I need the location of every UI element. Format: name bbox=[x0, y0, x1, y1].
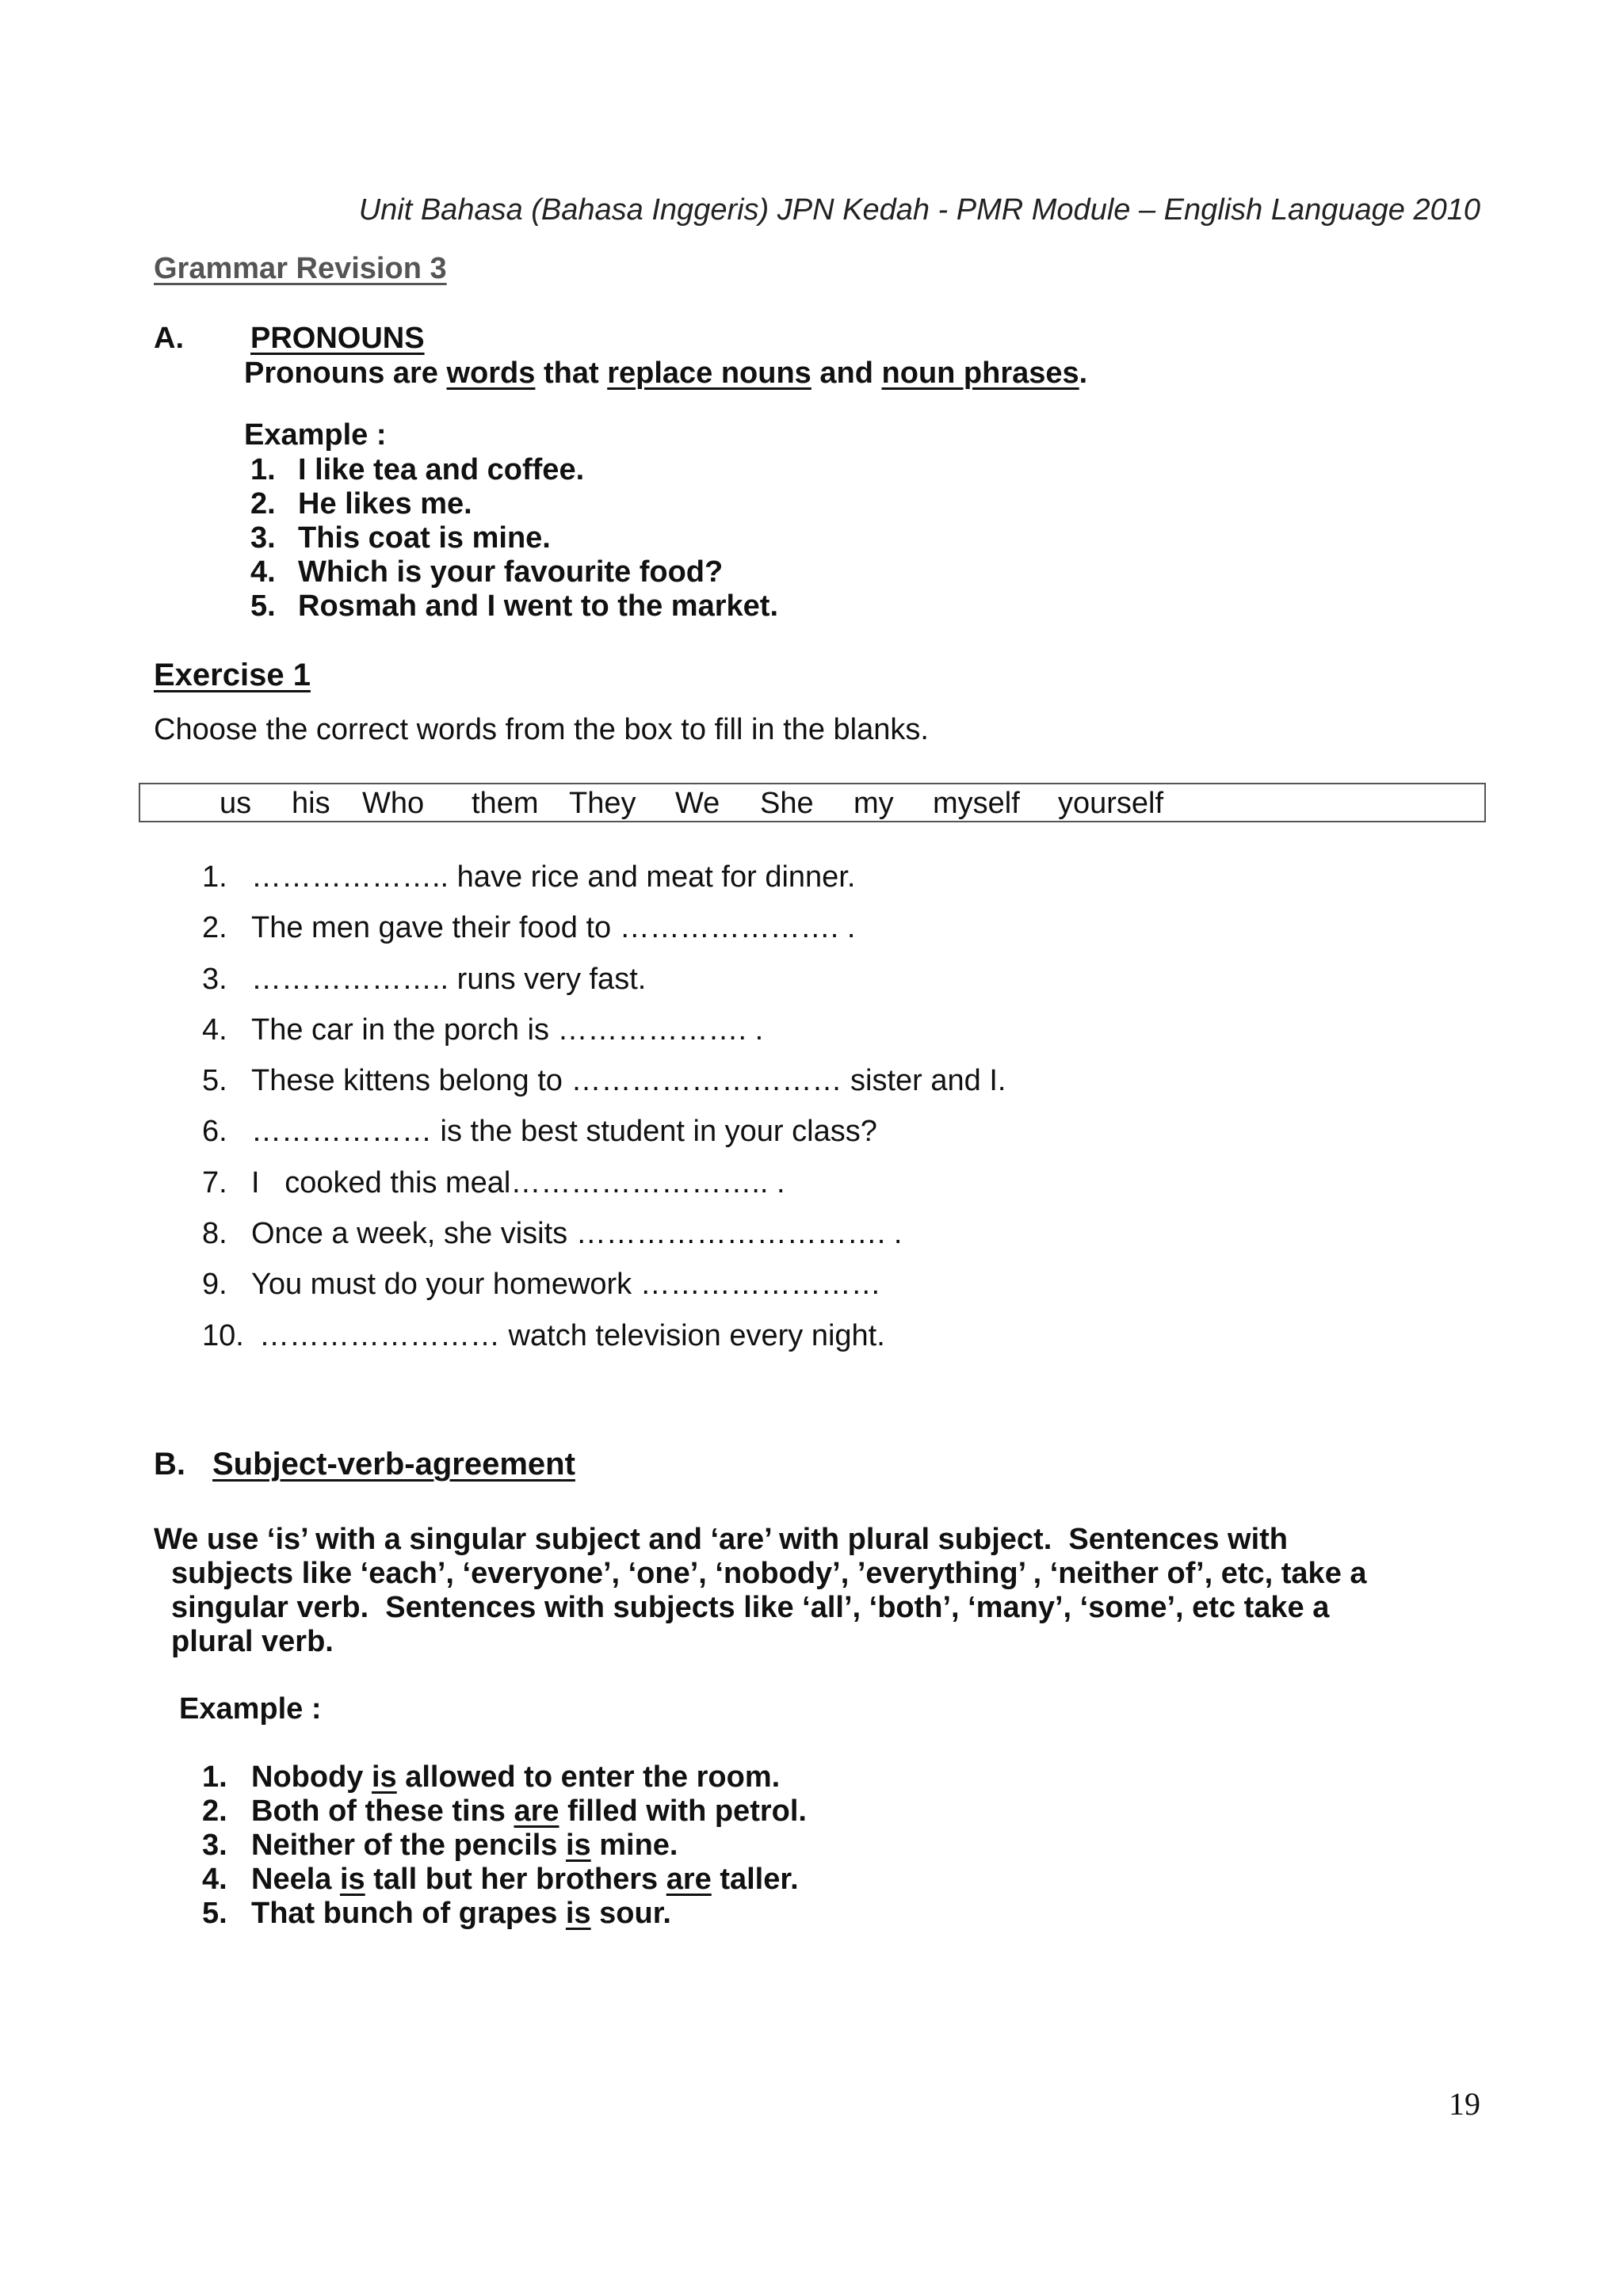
list-item bbox=[202, 1863, 807, 1897]
word-option: his bbox=[292, 787, 330, 820]
definition-text: Pronouns are bbox=[244, 357, 447, 390]
word-option: She bbox=[760, 787, 814, 820]
exercise-1-questions bbox=[202, 860, 1006, 1370]
item-text: I like tea and coffee. bbox=[298, 453, 585, 486]
item-number: 4. bbox=[250, 555, 276, 589]
rule-line: singular verb. Sentences with subjects like ‘all’, ‘both’, ‘many’, ‘some’, etc take a bbox=[171, 1591, 1330, 1624]
item-number: 2. bbox=[250, 487, 276, 521]
item-number: 3. bbox=[250, 521, 276, 555]
exercise-1-title: Exercise 1 bbox=[154, 658, 311, 692]
word-option: yourself bbox=[1058, 787, 1164, 820]
question-text: ……………… is the best student in your class? bbox=[251, 1115, 877, 1149]
running-header: Unit Bahasa (Bahasa Inggeris) JPN Kedah - PMR Module – English Language 2010 bbox=[358, 193, 1480, 227]
word-option: my bbox=[854, 787, 894, 820]
question-number: 9. bbox=[202, 1268, 227, 1302]
page-number: 19 bbox=[1449, 2086, 1480, 2122]
question-text: You must do your homework …………………… bbox=[251, 1268, 881, 1302]
question-item bbox=[202, 1166, 1006, 1217]
item-text: Nobody is allowed to enter the room. bbox=[251, 1760, 781, 1794]
question-text: These kittens belong to ……………………… sister and I. bbox=[251, 1064, 1006, 1098]
question-item bbox=[202, 1115, 1006, 1165]
list-item bbox=[202, 1829, 807, 1863]
word-option: Who bbox=[362, 787, 425, 820]
item-number: 3. bbox=[202, 1829, 227, 1862]
question-item bbox=[202, 1064, 1006, 1115]
item-text: Neela is tall but her brothers are taller. bbox=[251, 1863, 799, 1896]
question-number: 10. bbox=[202, 1318, 244, 1352]
item-number: 5. bbox=[202, 1897, 227, 1930]
list-item bbox=[250, 521, 778, 555]
item-text: He likes me. bbox=[298, 487, 472, 521]
word-option: myself bbox=[933, 787, 1020, 820]
item-text: That bunch of grapes is sour. bbox=[251, 1897, 671, 1930]
question-number: 2. bbox=[202, 911, 227, 945]
list-item bbox=[250, 453, 778, 487]
question-number: 5. bbox=[202, 1064, 227, 1098]
question-item bbox=[202, 911, 1006, 962]
rule-line: We use ‘is’ with a singular subject and ‘are’ with plural subject. Sentences with bbox=[154, 1523, 1289, 1556]
section-b-example-list bbox=[202, 1760, 807, 1931]
section-a-example-list bbox=[250, 453, 778, 624]
word-box bbox=[139, 783, 1486, 822]
definition-text: and bbox=[811, 357, 882, 390]
question-item bbox=[202, 1217, 1006, 1268]
verb-highlight: is bbox=[339, 1863, 365, 1896]
question-text: ……………….. have rice and meat for dinner. bbox=[251, 860, 856, 894]
question-item bbox=[202, 860, 1006, 911]
item-number: 1. bbox=[250, 453, 276, 486]
section-a-example-label: Example : bbox=[244, 418, 387, 452]
list-item bbox=[202, 1897, 807, 1931]
question-number: 4. bbox=[202, 1013, 227, 1047]
item-text: Both of these tins are filled with petrol. bbox=[251, 1794, 807, 1828]
section-b-letter: B. bbox=[154, 1447, 185, 1482]
item-number: 2. bbox=[202, 1794, 227, 1828]
section-b-example-label: Example : bbox=[179, 1692, 322, 1726]
verb-highlight: is bbox=[565, 1829, 591, 1862]
definition-text: that bbox=[535, 357, 608, 390]
rule-line: subjects like ‘each’, ‘everyone’, ‘one’, ‘nobody’, ’everything’ , ‘neither of’, etc, take a bbox=[171, 1557, 1367, 1590]
question-item bbox=[202, 963, 1006, 1013]
question-text: The men gave their food to …………………. . bbox=[251, 911, 856, 945]
list-item bbox=[202, 1794, 807, 1829]
item-text: Rosmah and I went to the market. bbox=[298, 589, 778, 623]
exercise-1-instruction: Choose the correct words from the box to fill in the blanks. bbox=[154, 713, 929, 746]
question-text: …………………… watch television every night. bbox=[259, 1318, 885, 1352]
definition-text: . bbox=[1079, 357, 1088, 390]
question-item bbox=[202, 1268, 1006, 1318]
word-option: They bbox=[569, 787, 636, 820]
verb-highlight: are bbox=[514, 1794, 559, 1828]
question-text: I cooked this meal…………………….. . bbox=[251, 1165, 785, 1199]
definition-keyword: noun phrases bbox=[881, 357, 1079, 390]
question-number: 7. bbox=[202, 1165, 227, 1199]
rule-line: plural verb. bbox=[171, 1625, 334, 1658]
question-number: 3. bbox=[202, 962, 227, 996]
list-item bbox=[250, 589, 778, 624]
section-a-letter: A. bbox=[154, 322, 184, 355]
verb-highlight: is bbox=[371, 1760, 397, 1794]
item-text: Neither of the pencils is mine. bbox=[251, 1829, 678, 1862]
question-text: The car in the porch is ………………. . bbox=[251, 1013, 764, 1047]
section-b-title: Subject-verb-agreement bbox=[212, 1447, 575, 1482]
item-number: 4. bbox=[202, 1863, 227, 1896]
item-number: 5. bbox=[250, 589, 276, 623]
question-number: 1. bbox=[202, 860, 227, 894]
verb-highlight: are bbox=[666, 1863, 712, 1896]
word-option: We bbox=[675, 787, 720, 820]
question-text: ……………….. runs very fast. bbox=[251, 962, 647, 996]
subject-verb-rule bbox=[154, 1523, 1390, 1659]
question-text: Once a week, she visits …………………………. . bbox=[251, 1217, 903, 1251]
revision-title: Grammar Revision 3 bbox=[154, 252, 447, 285]
item-text: This coat is mine. bbox=[298, 521, 551, 555]
list-item bbox=[250, 555, 778, 589]
word-option: us bbox=[220, 787, 252, 820]
list-item bbox=[250, 487, 778, 521]
question-item bbox=[202, 1013, 1006, 1064]
item-number: 1. bbox=[202, 1760, 227, 1794]
question-item bbox=[202, 1319, 1006, 1370]
definition-keyword: words bbox=[446, 357, 536, 390]
pronoun-definition bbox=[244, 357, 1087, 391]
word-option: them bbox=[472, 787, 539, 820]
verb-highlight: is bbox=[565, 1897, 591, 1930]
item-text: Which is your favourite food? bbox=[298, 555, 724, 589]
list-item bbox=[202, 1760, 807, 1794]
question-number: 6. bbox=[202, 1115, 227, 1149]
definition-keyword: replace nouns bbox=[607, 357, 812, 390]
question-number: 8. bbox=[202, 1217, 227, 1251]
section-a-title: PRONOUNS bbox=[250, 322, 425, 355]
